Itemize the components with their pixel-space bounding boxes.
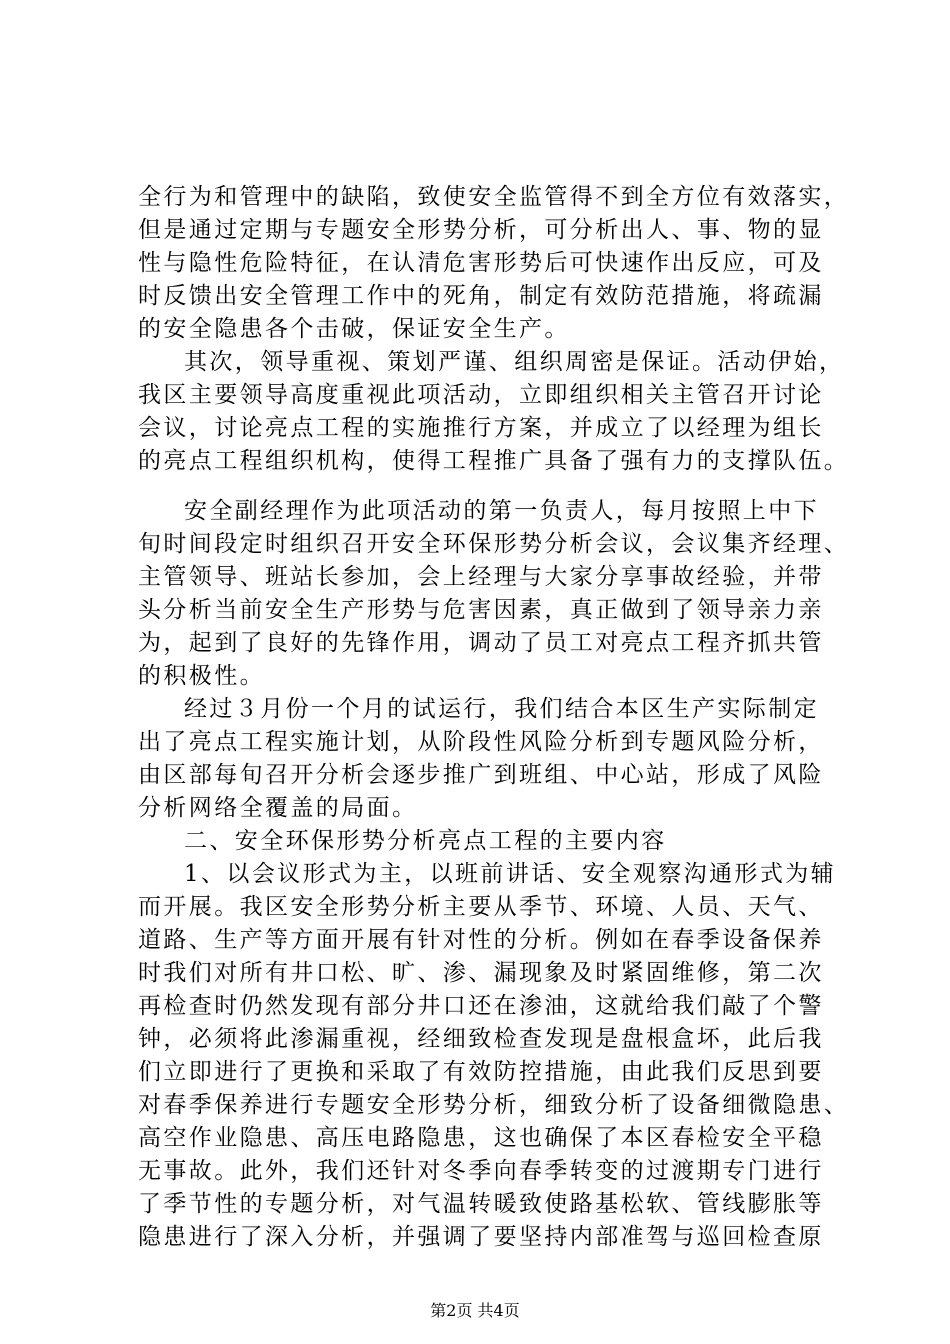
text-line: 而开展。我区安全形势分析主要从季节、环境、人员、天气、	[138, 894, 824, 920]
text-line: 高空作业隐患、高压电路隐患，这也确保了本区春检安全平稳	[138, 1125, 824, 1151]
text-line: 1、以会议形式为主，以班前讲话、安全观察沟通形式为辅	[184, 861, 837, 887]
text-line: 头分析当前安全生产形势与危害因素，真正做到了领导亲力亲	[138, 597, 824, 623]
page-number: 第2页 共4页	[430, 1301, 520, 1320]
text-line: 隐患进行了深入分析，并强调了要坚持内部准驾与巡回检查原	[138, 1224, 824, 1250]
text-line: 无事故。此外，我们还针对冬季向春季转变的过渡期专门进行	[138, 1158, 824, 1184]
text-line: 会议，讨论亮点工程的实施推行方案，并成立了以经理为组长	[138, 415, 824, 441]
text-line: 的亮点工程组织机构，使得工程推广具备了强有力的支撑队伍。	[138, 448, 850, 474]
text-line: 为，起到了良好的先锋作用，调动了员工对亮点工程齐抓共管	[138, 630, 824, 656]
text-line: 再检查时仍然发现有部分井口还在渗油，这就给我们敲了个警	[138, 993, 824, 1019]
text-line: 钟，必须将此渗漏重视，经细致检查发现是盘根盒坏，此后我	[138, 1026, 824, 1052]
section-heading: 二、安全环保形势分析亮点工程的主要内容	[184, 828, 667, 854]
text-line: 由区部每旬召开分析会逐步推广到班组、中心站，形成了风险	[138, 762, 824, 788]
text-line: 全行为和管理中的缺陷，致使安全监管得不到全方位有效落实，	[138, 184, 850, 210]
text-line: 对春季保养进行专题安全形势分析，细致分析了设备细微隐患、	[138, 1092, 850, 1118]
text-line: 时我们对所有井口松、旷、渗、漏现象及时紧固维修，第二次	[138, 960, 824, 986]
text-line: 主管领导、班站长参加，会上经理与大家分享事故经验，并带	[138, 564, 824, 590]
text-line: 分析网络全覆盖的局面。	[138, 795, 418, 821]
text-line: 们立即进行了更换和采取了有效防控措施，由此我们反思到要	[138, 1059, 824, 1085]
text-line: 的积极性。	[138, 663, 265, 689]
text-line: 旬时间段定时组织召开安全环保形势分析会议，会议集齐经理、	[138, 531, 850, 557]
text-line: 其次，领导重视、策划严谨、组织周密是保证。活动伊始，	[184, 349, 845, 375]
text-line: 出了亮点工程实施计划，从阶段性风险分析到专题风险分析，	[138, 729, 824, 755]
text-line: 安全副经理作为此项活动的第一负责人，每月按照上中下	[184, 498, 819, 524]
text-line: 但是通过定期与专题安全形势分析，可分析出人、事、物的显	[138, 217, 824, 243]
text-line: 经过３月份一个月的试运行，我们结合本区生产实际制定	[184, 696, 819, 722]
text-line: 我区主要领导高度重视此项活动，立即组织相关主管召开讨论	[138, 382, 824, 408]
text-line: 时反馈出安全管理工作中的死角，制定有效防范措施，将疏漏	[138, 283, 824, 309]
text-line: 道路、生产等方面开展有针对性的分析。例如在春季设备保养	[138, 927, 824, 953]
text-line: 的安全隐患各个击破，保证安全生产。	[138, 316, 570, 342]
text-line: 了季节性的专题分析，对气温转暖致使路基松软、管线膨胀等	[138, 1191, 824, 1217]
text-line: 性与隐性危险特征，在认清危害形势后可快速作出反应，可及	[138, 250, 824, 276]
